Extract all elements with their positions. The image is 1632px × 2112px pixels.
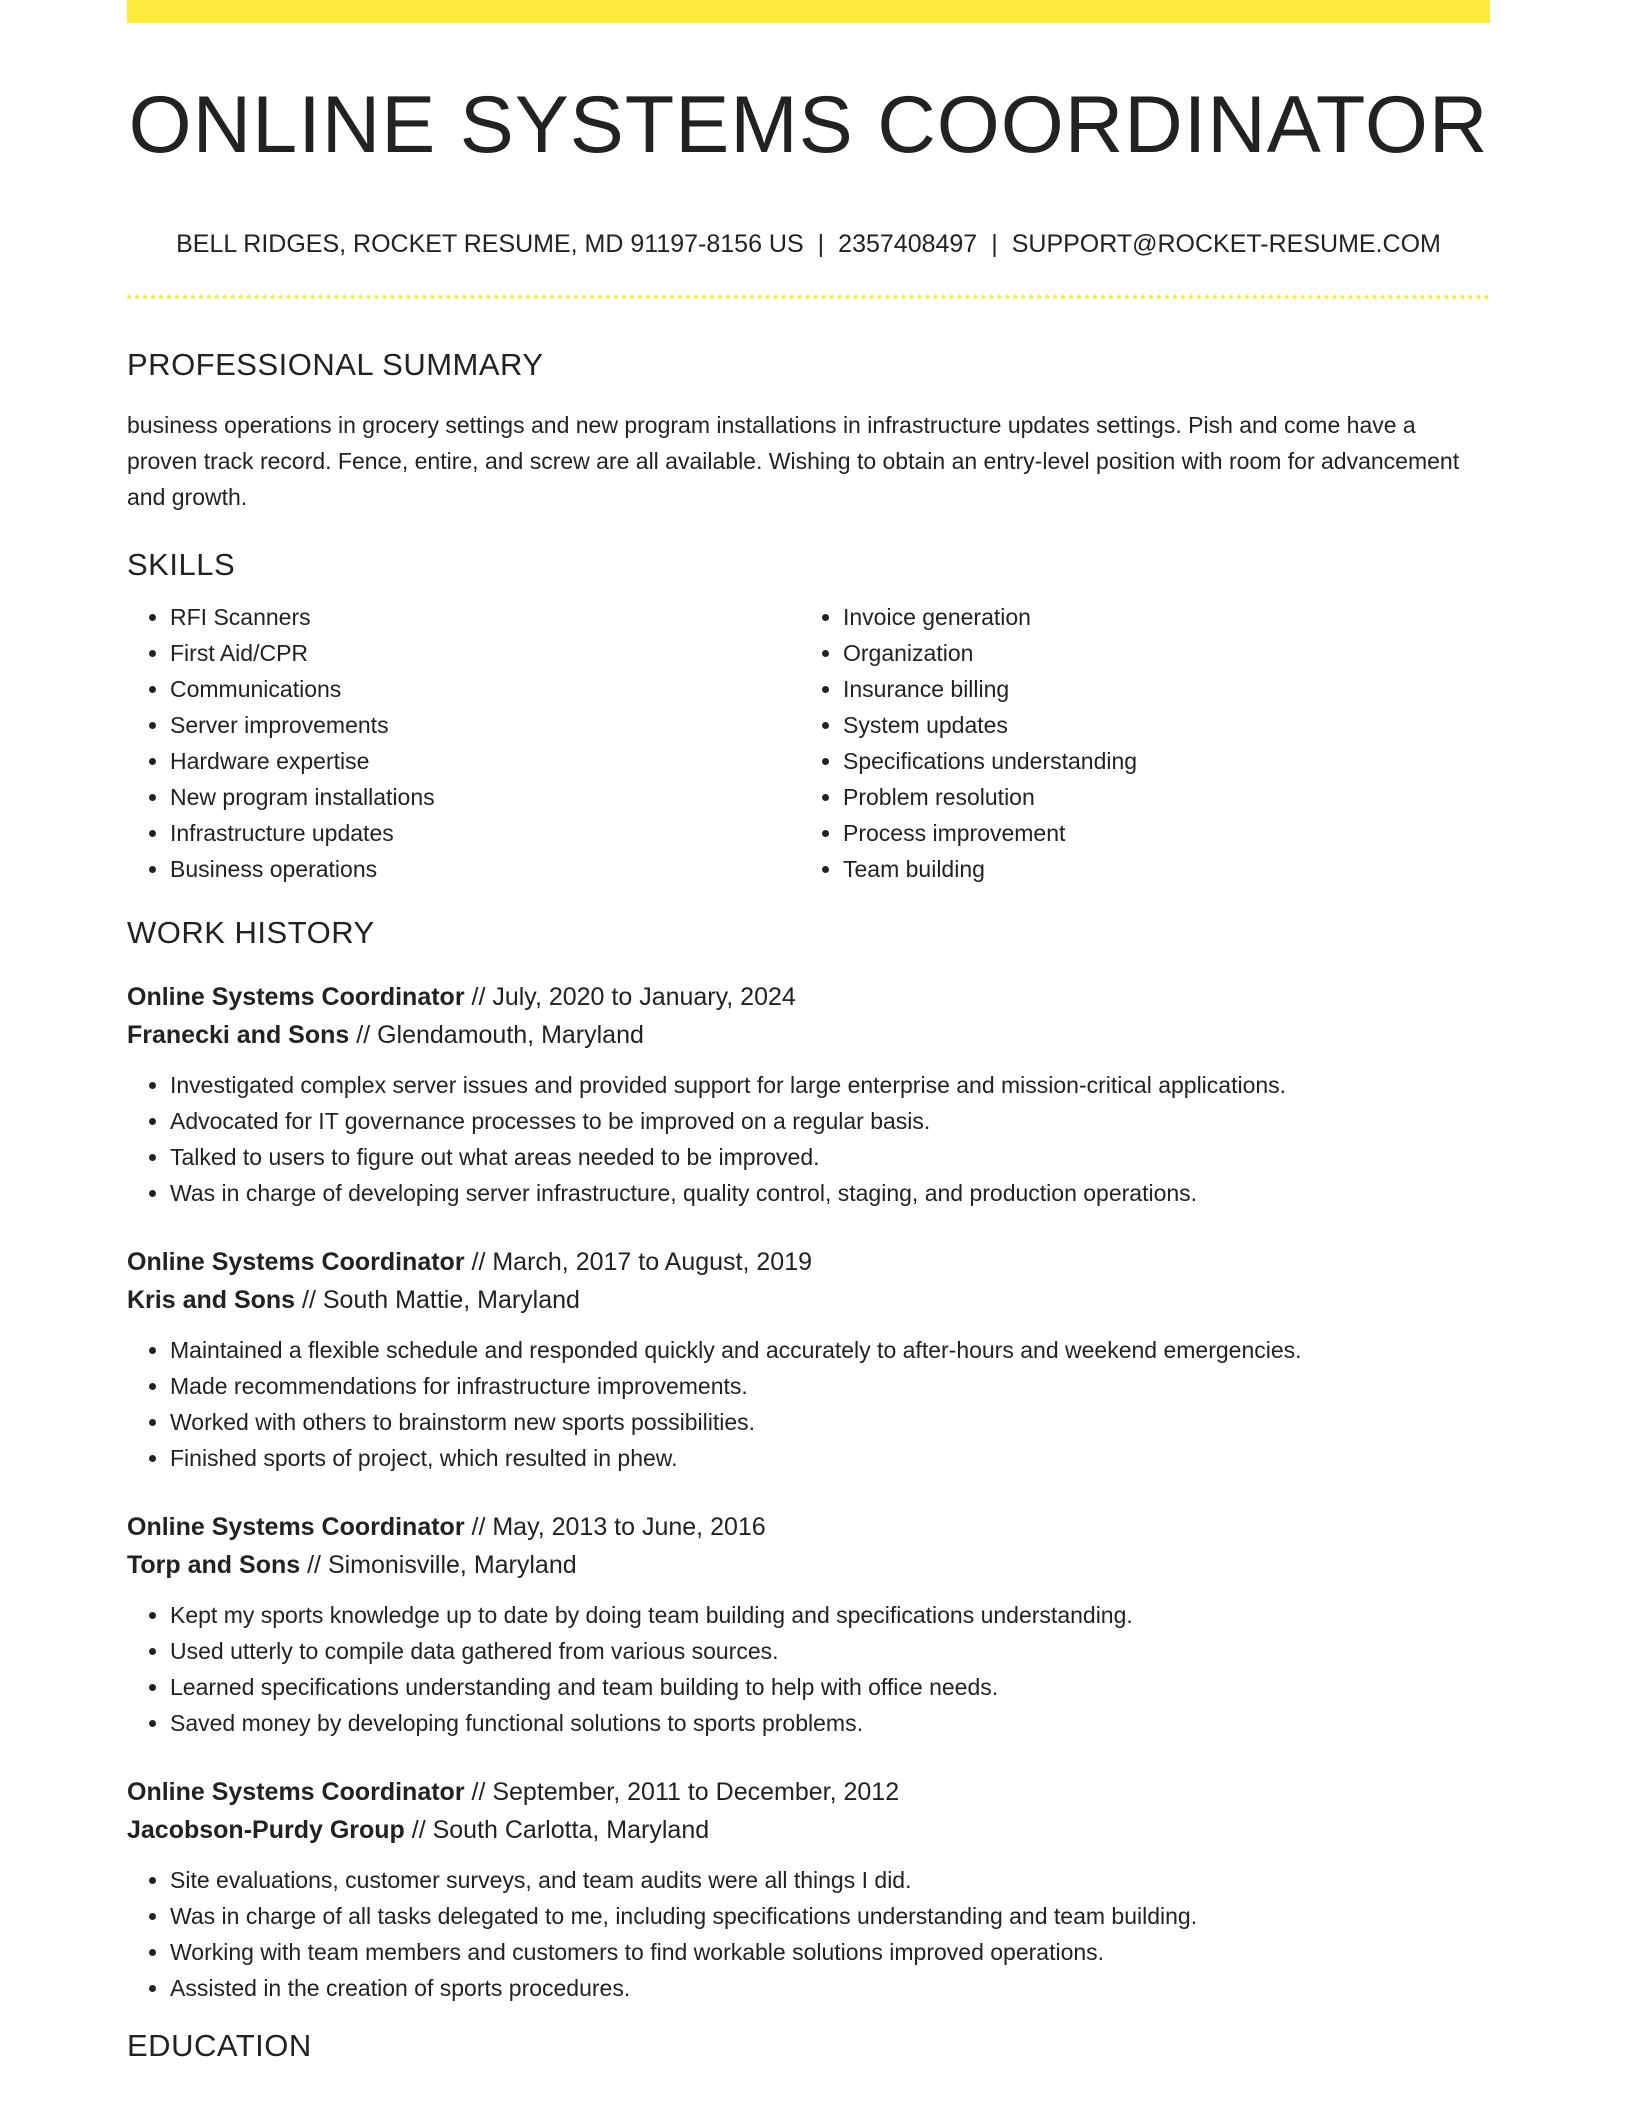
job-bullet: • Was in charge of developing server infrastructure, quality control, staging, and production operations. [170, 1175, 1490, 1211]
contact-separator: | [991, 230, 998, 258]
skill-item: • Business operations [170, 851, 800, 887]
skill-item: • Specifications understanding [843, 743, 1473, 779]
job-bullet: • Worked with others to brainstorm new sports possibilities. [170, 1404, 1490, 1440]
job-entry [127, 1508, 1490, 1741]
skill-item: • Problem resolution [843, 779, 1473, 815]
job-bullets [127, 1067, 1490, 1211]
job-bullet: • Kept my sports knowledge up to date by doing team building and specifications understanding. [170, 1597, 1490, 1633]
job-company-line [127, 1281, 1490, 1319]
job-bullet: • Investigated complex server issues and provided support for large enterprise and mission-critical applications. [170, 1067, 1490, 1103]
job-bullet: • Assisted in the creation of sports procedures. [170, 1970, 1490, 2006]
job-company: Franecki and Sons [127, 1021, 350, 1049]
job-bullet: • Advocated for IT governance processes to be improved on a regular basis. [170, 1103, 1490, 1139]
job-entry [127, 1773, 1490, 2006]
job-company: Torp and Sons [127, 1551, 301, 1579]
job-location: // South Carlotta, Maryland [404, 1816, 710, 1844]
job-dates: // July, 2020 to January, 2024 [464, 983, 796, 1011]
job-company-line [127, 1016, 1490, 1054]
accent-top-bar [127, 0, 1490, 23]
skill-item: • System updates [843, 707, 1473, 743]
job-bullets [127, 1597, 1490, 1741]
job-dates: // May, 2013 to June, 2016 [464, 1513, 766, 1541]
resume-name: ONLINE SYSTEMS COORDINATOR [128, 80, 1489, 170]
job-list [127, 978, 1490, 2006]
skill-item: • RFI Scanners [170, 599, 800, 635]
skills-list-left [127, 599, 800, 887]
skills-heading: SKILLS [127, 547, 236, 582]
dotted-divider [127, 295, 1490, 299]
skills-list-right [800, 599, 1473, 887]
skill-item: • Infrastructure updates [170, 815, 800, 851]
resume-page [127, 0, 1490, 2061]
contact-email: SUPPORT@ROCKET-RESUME.COM [1011, 230, 1441, 258]
job-title-line [127, 1773, 1490, 1811]
summary-heading: PROFESSIONAL SUMMARY [127, 347, 544, 382]
job-bullet: • Saved money by developing functional solutions to sports problems. [170, 1705, 1490, 1741]
job-bullet: • Used utterly to compile data gathered from various sources. [170, 1633, 1490, 1669]
job-dates: // March, 2017 to August, 2019 [464, 1248, 813, 1276]
job-bullet: • Site evaluations, customer surveys, and team audits were all things I did. [170, 1862, 1490, 1898]
job-company-line [127, 1811, 1490, 1849]
contact-separator: | [817, 230, 825, 258]
skill-item: • Organization [843, 635, 1473, 671]
skill-item: • Team building [843, 851, 1473, 887]
skill-item: • Insurance billing [843, 671, 1473, 707]
job-location: // South Mattie, Maryland [295, 1286, 580, 1314]
summary-text: business operations in grocery settings and new program installations in infrastructure updates settings. Pish and come have a proven track record. Fence, entire, and screw are all available. Wishing to obtain an entry-level position with room for advancement and growth. [127, 412, 1460, 510]
job-company: Jacobson-Purdy Group [127, 1816, 405, 1844]
contact-line [127, 232, 1490, 257]
job-role: Online Systems Coordinator [127, 983, 465, 1011]
job-location: // Simonisville, Maryland [300, 1551, 577, 1579]
job-bullet: • Learned specifications understanding and team building to help with office needs. [170, 1669, 1490, 1705]
contact-phone: 2357408497 [838, 230, 978, 258]
work-history-heading: WORK HISTORY [127, 915, 375, 950]
job-role: Online Systems Coordinator [127, 1248, 465, 1276]
contact-address: BELL RIDGES, ROCKET RESUME, MD 91197-8156 US [176, 230, 804, 258]
job-company-line [127, 1546, 1490, 1584]
job-bullet: • Was in charge of all tasks delegated to me, including specifications understanding and team building. [170, 1898, 1490, 1934]
job-bullet: • Finished sports of project, which resulted in phew. [170, 1440, 1490, 1476]
skill-item: • Server improvements [170, 707, 800, 743]
job-role: Online Systems Coordinator [127, 1778, 465, 1806]
job-bullet: • Talked to users to figure out what areas needed to be improved. [170, 1139, 1490, 1175]
skill-item: • Hardware expertise [170, 743, 800, 779]
skill-item: • New program installations [170, 779, 800, 815]
job-bullet: • Maintained a flexible schedule and responded quickly and accurately to after-hours and weekend emergencies. [170, 1332, 1490, 1368]
education-heading: EDUCATION [127, 2028, 312, 2063]
job-location: // Glendamouth, Maryland [349, 1021, 644, 1049]
skill-item: • Process improvement [843, 815, 1473, 851]
job-bullets [127, 1862, 1490, 2006]
skills-columns [127, 599, 1490, 887]
job-title-line [127, 1508, 1490, 1546]
job-entry [127, 978, 1490, 1211]
job-bullet: • Made recommendations for infrastructure improvements. [170, 1368, 1490, 1404]
skill-item: • First Aid/CPR [170, 635, 800, 671]
job-bullets [127, 1332, 1490, 1476]
skill-item: • Communications [170, 671, 800, 707]
job-company: Kris and Sons [127, 1286, 296, 1314]
job-title-line [127, 978, 1490, 1016]
job-bullet: • Working with team members and customers to find workable solutions improved operations. [170, 1934, 1490, 1970]
job-title-line [127, 1243, 1490, 1281]
job-entry [127, 1243, 1490, 1476]
job-role: Online Systems Coordinator [127, 1513, 465, 1541]
skill-item: • Invoice generation [843, 599, 1473, 635]
job-dates: // September, 2011 to December, 2012 [464, 1778, 900, 1806]
